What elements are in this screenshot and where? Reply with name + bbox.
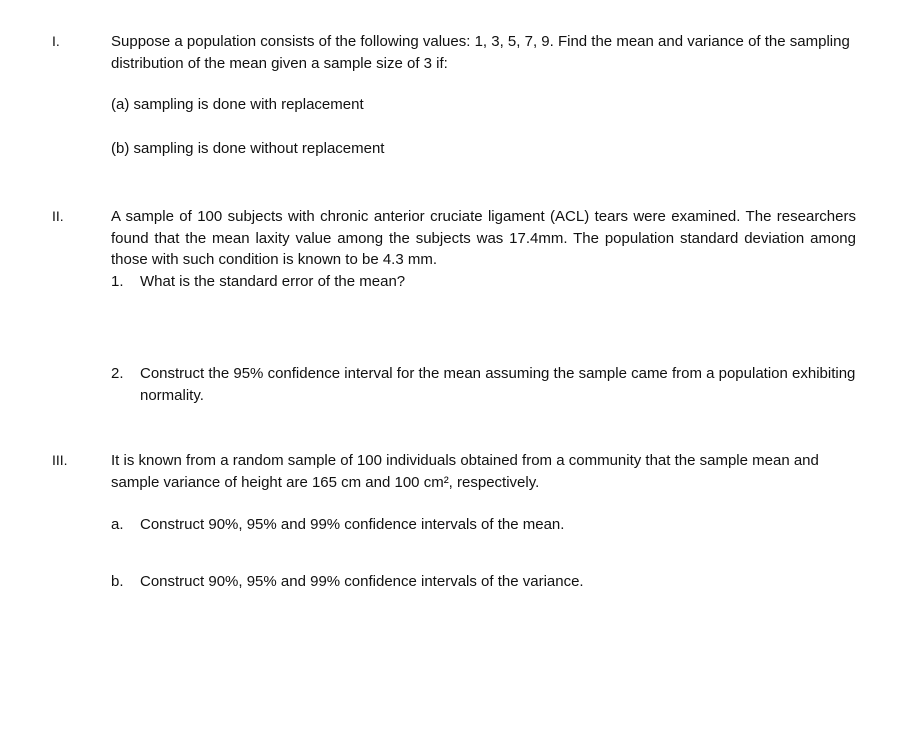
question-2-numeral: II.: [52, 208, 64, 224]
question-2-item-1-marker: 1.: [111, 273, 124, 290]
question-3-stem: It is known from a random sample of 100 individuals obtained from a community that the sample mean and sample variance of height are 165 cm and 100 cm², respectively.: [111, 452, 819, 491]
question-2-item-1-text: What is the standard error of the mean?: [140, 273, 406, 290]
question-3-item-a-text: Construct 90%, 95% and 99% confidence intervals of the mean.: [140, 516, 565, 533]
question-2-item-2: [111, 363, 856, 406]
question-3-item-a-marker: a.: [111, 516, 124, 533]
question-2-item-1: [111, 271, 856, 293]
question-2-item-2-text: Construct the 95% confidence interval for the mean assuming the sample came from a population exhibiting normality.: [140, 365, 856, 404]
question-3-item-b: [111, 571, 856, 593]
question-1-stem: Suppose a population consists of the following values: 1, 3, 5, 7, 9. Find the mean and variance of the sampling distribution of the mean given a sample size of 3 if:: [111, 33, 850, 72]
question-2-stem: A sample of 100 subjects with chronic anterior cruciate ligament (ACL) tears were examined. The researchers found that the mean laxity value among the subjects was 17.4mm. The population standard deviation among those with such condition is known to be 4.3 mm.: [111, 208, 856, 268]
question-3-item-b-marker: b.: [111, 573, 124, 590]
question-3-item-a: [111, 514, 856, 536]
question-1-part-b: (b) sampling is done without replacement: [111, 140, 385, 157]
question-2-item-2-marker: 2.: [111, 365, 124, 382]
question-3-item-b-text: Construct 90%, 95% and 99% confidence intervals of the variance.: [140, 573, 584, 590]
question-3-numeral: III.: [52, 452, 68, 468]
question-1-numeral: I.: [52, 33, 60, 49]
question-1-part-a: (a) sampling is done with replacement: [111, 96, 364, 113]
